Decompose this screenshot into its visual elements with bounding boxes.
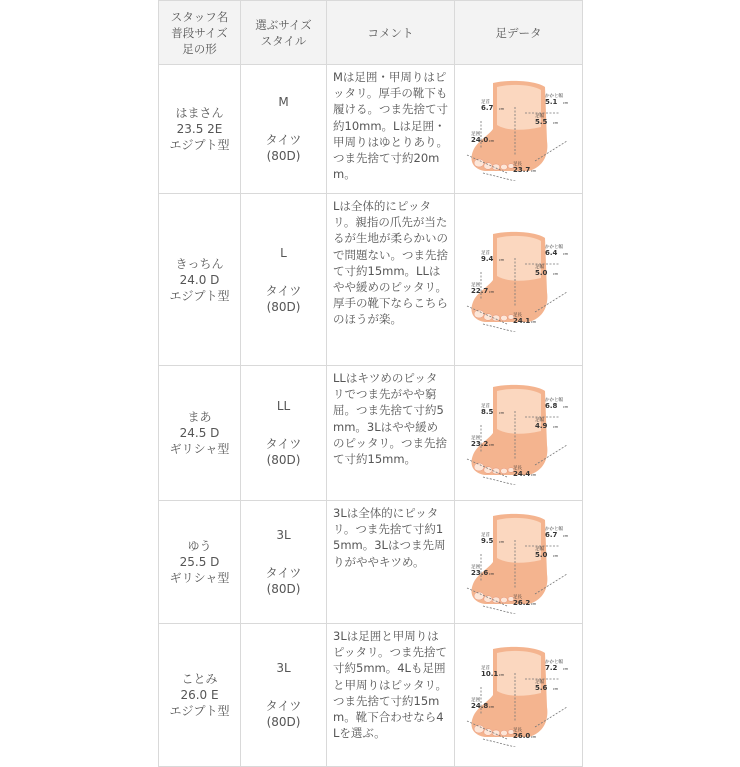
foot-unit: cm — [488, 289, 494, 294]
foot-unit: cm — [498, 540, 504, 544]
foot-label-ankle: かかと幅 — [544, 660, 563, 665]
style-style: タイツ — [265, 133, 302, 147]
table-row — [159, 194, 583, 366]
table-row — [159, 624, 583, 767]
header-row — [159, 1, 583, 65]
foot-unit: cm — [530, 319, 536, 324]
foot-unit: cm — [530, 735, 536, 739]
style-style: タイツ — [265, 283, 302, 298]
foot-value-width: 5.5 — [534, 118, 547, 126]
foot-value-width: 5.6 — [534, 684, 547, 692]
foot-value-ankle: 5.1 — [544, 98, 557, 106]
foot-diagram — [463, 510, 575, 614]
foot-unit: cm — [552, 425, 558, 429]
chosen-size: L — [280, 245, 287, 260]
header-foot-data: 足データ — [455, 1, 583, 65]
foot-diagram — [463, 77, 575, 181]
foot-value-ankle: 6.8 — [544, 402, 557, 410]
foot-value-girth: 22.7 — [470, 286, 488, 295]
staff-cell — [159, 194, 241, 366]
foot-unit: cm — [488, 443, 494, 447]
style-style: タイツ — [265, 566, 302, 580]
foot-unit: cm — [562, 101, 568, 105]
chosen-size: 3L — [276, 528, 291, 542]
foot-label-instep: 足首 — [480, 404, 490, 409]
foot-value-length: 26.0 — [512, 732, 530, 740]
size-cell — [241, 194, 327, 366]
foot-value-instep: 9.5 — [480, 537, 493, 545]
foot-unit: cm — [552, 271, 558, 276]
foot-value-length: 24.4 — [512, 470, 530, 478]
comment-cell: 3Lは足囲と甲周りはピッタリ。つま先捨て寸約5mm。4Lも足囲と甲周りはピッタリ。つま先捨て寸約15mm。靴下合わせなら4Lを選ぶ。 — [327, 624, 455, 767]
foot-value-girth: 24.8 — [470, 702, 488, 710]
foot-label-ankle: かかと幅 — [544, 527, 563, 532]
foot-unit: cm — [552, 687, 558, 691]
toe — [500, 468, 507, 473]
header-staff-line2: 普段サイズ — [171, 25, 228, 40]
staff-name: はまさん — [175, 106, 224, 120]
toe — [474, 310, 484, 318]
foot-unit: cm — [562, 405, 568, 409]
foot-unit: cm — [530, 169, 536, 173]
size-table-container — [158, 0, 582, 767]
size-cell — [241, 501, 327, 624]
foot-unit: cm — [562, 667, 568, 671]
foot-label-width: 足幅 — [534, 264, 544, 270]
foot-label-width: 足幅 — [534, 547, 544, 552]
foot-data-cell — [455, 194, 583, 366]
foot-unit: cm — [498, 411, 504, 415]
staff-shape: ギリシャ型 — [169, 571, 230, 585]
foot-unit: cm — [498, 673, 504, 677]
foot-value-ankle: 6.7 — [544, 531, 557, 539]
size-table — [158, 0, 583, 767]
foot-value-ankle: 7.2 — [544, 664, 557, 672]
foot-label-width: 足幅 — [534, 418, 544, 423]
staff-shape: エジプト型 — [169, 704, 230, 718]
chosen-size: LL — [276, 399, 291, 413]
foot-label-girth: 足囲 — [470, 282, 480, 288]
size-cell — [241, 65, 327, 194]
toe — [500, 730, 507, 735]
foot-value-girth: 24.0 — [470, 136, 488, 144]
header-size-line2: スタイル — [260, 33, 307, 48]
comment-cell: Lは全体的にピッタリ。親指の爪先が当たるが生地が柔らかいので問題ない。つま先捨て寸約15mm。LLはやや緩めのピッタリ。厚手の靴下ならこちらのほうが楽。 — [327, 194, 455, 366]
foot-unit: cm — [562, 534, 568, 538]
foot-label-instep: 足首 — [480, 666, 490, 671]
foot-value-instep: 8.5 — [480, 408, 493, 416]
foot-label-length: 足長 — [512, 162, 522, 167]
table-row — [159, 65, 583, 194]
foot-unit: cm — [562, 251, 568, 256]
foot-label-width: 足幅 — [534, 680, 544, 685]
foot-value-girth: 23.2 — [470, 440, 488, 448]
staff-cell — [159, 624, 241, 767]
table-row — [159, 501, 583, 624]
size-cell — [241, 624, 327, 767]
staff-shoe: 24.0 D — [179, 272, 220, 287]
staff-name: ことみ — [181, 672, 218, 686]
foot-value-length: 24.1 — [512, 316, 530, 325]
staff-shoe: 24.5 D — [179, 426, 220, 440]
staff-shape: エジプト型 — [169, 288, 230, 303]
header-size — [241, 1, 327, 65]
staff-shoe: 25.5 D — [179, 555, 220, 569]
toe — [474, 159, 484, 167]
style-den: (80D) — [266, 582, 301, 596]
foot-unit: cm — [498, 257, 504, 262]
foot-value-width: 5.0 — [534, 551, 547, 559]
foot-value-ankle: 6.4 — [544, 248, 557, 257]
foot-value-instep: 9.4 — [480, 254, 493, 263]
staff-shoe: 23.5 2E — [176, 122, 223, 136]
foot-data-cell — [455, 624, 583, 767]
style-style: タイツ — [265, 699, 302, 713]
measure-line — [483, 173, 523, 181]
staff-name: ゆう — [187, 539, 212, 553]
foot-diagram — [463, 643, 575, 747]
foot-value-length: 23.7 — [512, 166, 530, 174]
foot-value-length: 26.2 — [512, 599, 530, 607]
toe — [500, 597, 507, 602]
foot-unit: cm — [552, 121, 558, 125]
staff-shape: エジプト型 — [169, 138, 230, 152]
toe — [474, 592, 484, 600]
size-cell — [241, 366, 327, 501]
foot-label-length: 足長 — [512, 595, 522, 600]
foot-label-girth: 足囲 — [470, 132, 480, 137]
staff-cell — [159, 65, 241, 194]
measure-line — [483, 477, 523, 485]
foot-unit: cm — [488, 139, 494, 143]
header-size-line1: 選ぶサイズ — [255, 17, 312, 32]
style-den: (80D) — [266, 715, 301, 729]
foot-data-cell — [455, 366, 583, 501]
staff-cell — [159, 501, 241, 624]
comment-cell: 3Lは全体的にピッタリ。つま先捨て寸約15mm。3Lはつま先周りがややキツめ。 — [327, 501, 455, 624]
header-staff-line1: スタッフ名 — [170, 9, 229, 24]
foot-unit: cm — [488, 705, 494, 709]
foot-unit: cm — [498, 107, 504, 111]
staff-shoe: 26.0 E — [180, 688, 219, 702]
toe — [474, 725, 484, 733]
foot-label-width: 足幅 — [534, 114, 544, 119]
comment-cell: Mは足囲・甲周りはピッタリ。厚手の靴下も履ける。つま先捨て寸約10mm。Lは足囲・甲周りはゆとりあり。つま先捨て寸約20mm。 — [327, 65, 455, 194]
foot-label-instep: 足首 — [480, 100, 490, 105]
table-row — [159, 366, 583, 501]
foot-unit: cm — [530, 473, 536, 477]
foot-label-length: 足長 — [512, 728, 522, 733]
foot-label-ankle: かかと幅 — [544, 244, 563, 250]
chosen-size: 3L — [276, 661, 291, 675]
style-style: タイツ — [265, 437, 302, 451]
staff-name: まあ — [187, 410, 212, 424]
foot-label-length: 足長 — [512, 312, 522, 318]
foot-unit: cm — [530, 602, 536, 606]
header-staff-line3: 足の形 — [182, 41, 217, 56]
foot-label-instep: 足首 — [480, 250, 490, 256]
foot-diagram — [463, 228, 575, 332]
toe — [500, 164, 507, 169]
header-staff — [159, 1, 241, 65]
foot-label-ankle: かかと幅 — [544, 398, 563, 403]
foot-label-ankle: かかと幅 — [544, 94, 563, 99]
foot-value-instep: 10.1 — [480, 670, 498, 678]
staff-shape: ギリシャ型 — [169, 442, 230, 456]
comment-cell: LLはキツめのピッタリでつま先がやや窮屈。つま先捨て寸約5mm。3Lはやや緩めのピッタリ。つま先捨て寸約15mm。 — [327, 366, 455, 501]
foot-label-girth: 足囲 — [470, 698, 480, 703]
measure-line — [483, 324, 523, 332]
toe — [474, 463, 484, 471]
style-den: (80D) — [266, 453, 301, 467]
style-den: (80D) — [266, 299, 301, 314]
measure-line — [483, 606, 523, 614]
measure-line — [483, 739, 523, 747]
toe — [500, 315, 507, 320]
foot-value-width: 5.0 — [534, 268, 547, 277]
foot-label-length: 足長 — [512, 466, 522, 471]
foot-label-instep: 足首 — [480, 533, 490, 538]
chosen-size: M — [278, 95, 289, 109]
foot-diagram — [463, 381, 575, 485]
foot-value-instep: 6.7 — [480, 104, 493, 112]
foot-label-girth: 足囲 — [470, 565, 480, 570]
header-comment: コメント — [327, 1, 455, 65]
foot-unit: cm — [488, 572, 494, 576]
foot-unit: cm — [552, 554, 558, 558]
foot-label-girth: 足囲 — [470, 436, 480, 441]
foot-value-width: 4.9 — [534, 422, 547, 430]
foot-data-cell — [455, 65, 583, 194]
foot-value-girth: 23.6 — [470, 569, 488, 577]
staff-cell — [159, 366, 241, 501]
staff-name: きっちん — [175, 256, 224, 271]
foot-data-cell — [455, 501, 583, 624]
style-den: (80D) — [266, 149, 301, 163]
